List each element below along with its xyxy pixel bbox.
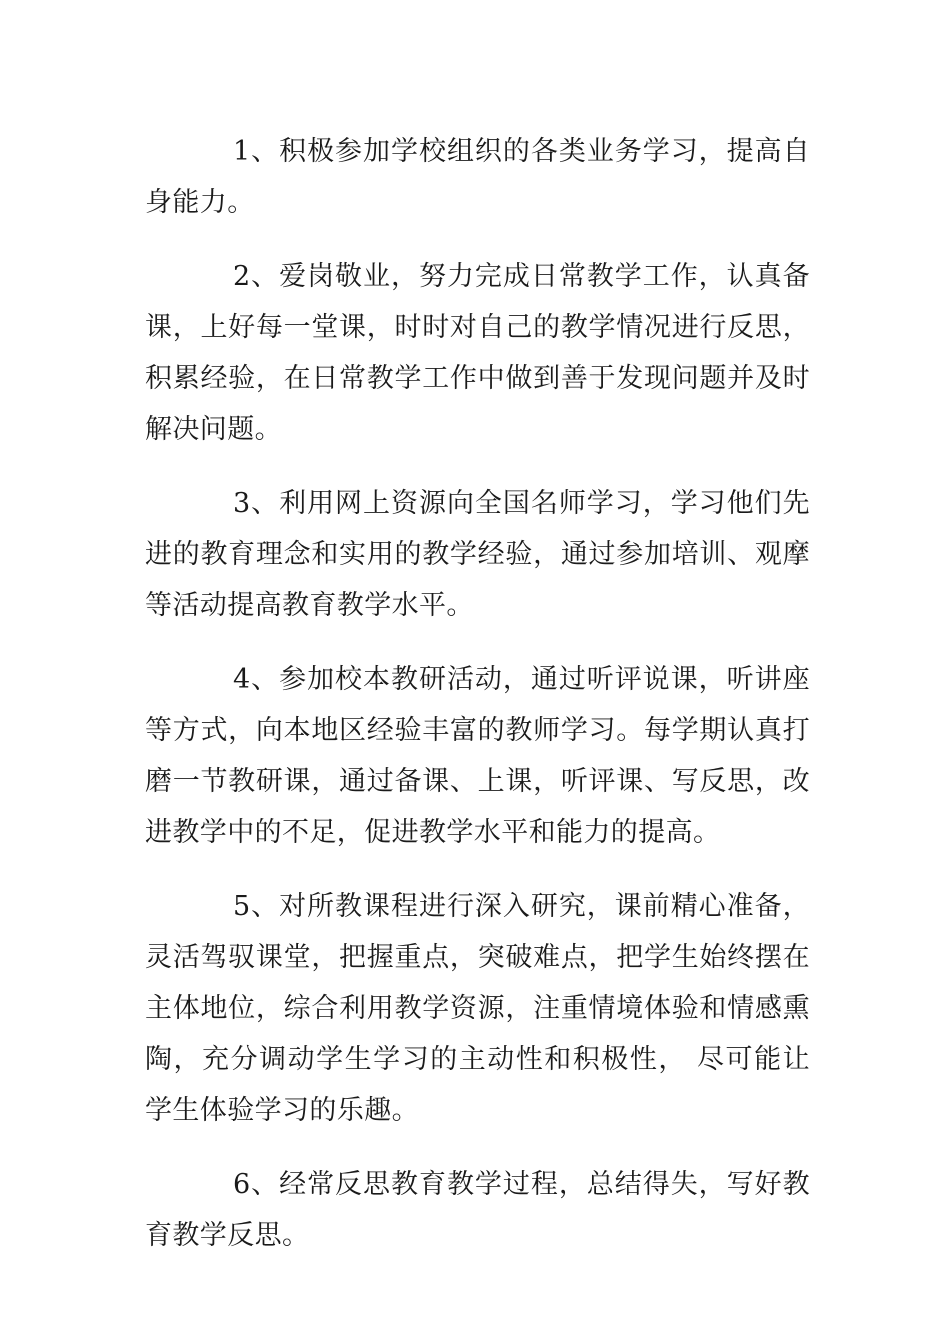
paragraph-6: 6、经常反思教育教学过程，总结得失，写好教育教学反思。 <box>145 1169 810 1251</box>
document-body <box>145 126 810 1284</box>
paragraph-4: 4、参加校本教研活动，通过听评说课，听讲座等方式，向本地区经验丰富的教师学习。每学期认真打磨一节教研课，通过备课、上课，听评课、写反思，改进教学中的不足，促进教学水平和能力的提高。 <box>145 664 810 848</box>
paragraph-2: 2、爱岗敬业，努力完成日常教学工作，认真备课，上好每一堂课，时时对自己的教学情况进行反思，积累经验，在日常教学工作中做到善于发现问题并及时解决问题。 <box>145 261 810 445</box>
paragraph-5: 5、对所教课程进行深入研究，课前精心准备，灵活驾驭课堂，把握重点，突破难点，把学生始终摆在主体地位，综合利用教学资源，注重情境体验和情感熏陶，充分调动学生学习的主动性和积极性， 尽可能让学生体验学习的乐趣。 <box>145 891 810 1126</box>
paragraph-3: 3、利用网上资源向全国名师学习，学习他们先进的教育理念和实用的教学经验，通过参加培训、观摩等活动提高教育教学水平。 <box>145 488 810 621</box>
paragraph-1: 1、积极参加学校组织的各类业务学习，提高自身能力。 <box>145 136 810 218</box>
